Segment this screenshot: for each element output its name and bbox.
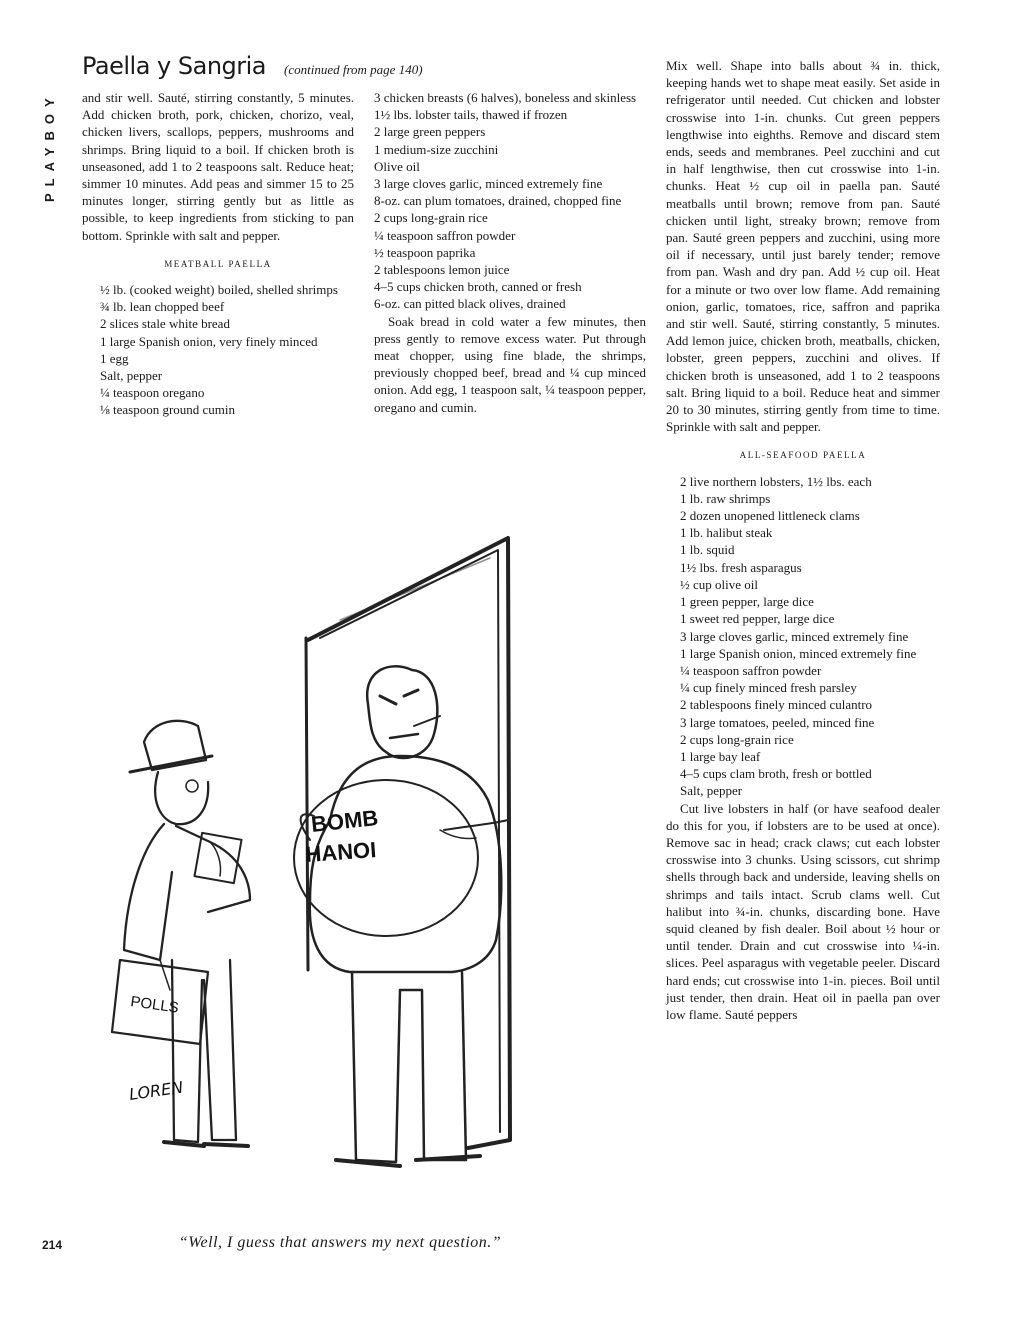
- belly-text-bomb: BOMB: [309, 805, 380, 837]
- ingredient-item: 2 tablespoons finely minced culantro: [680, 697, 873, 713]
- ingredient-item: ¼ teaspoon oregano: [100, 385, 205, 401]
- ingredient-item: 2 tablespoons lemon juice: [374, 262, 510, 278]
- meatball-paella-subhead: MEATBALL PAELLA: [164, 258, 272, 269]
- ingredient-item: ½ lb. (cooked weight) boiled, shelled shrimps: [100, 282, 338, 298]
- ingredient-item: ¼ teaspoon saffron powder: [680, 662, 822, 678]
- article-title: Paella y Sangria: [82, 52, 266, 80]
- ingredient-item: 2 slices stale white bread: [100, 316, 230, 332]
- ingredient-item: 3 large cloves garlic, minced extremely fine: [680, 628, 909, 644]
- ingredient-item: Salt, pepper: [680, 783, 743, 799]
- ingredient-item: 2 cups long-grain rice: [680, 731, 794, 747]
- cartoon-caption: “Well, I guess that answers my next question.”: [178, 1234, 502, 1251]
- ingredient-item: 1 lb. squid: [680, 542, 735, 558]
- seafood-directions: Cut live lobsters in half (or have seafood dealer do this for you, if lobsters are to be used at once). Remove sac in head; crack claws; cut each lobster crosswise into 3 chunks. Using scissors, cut shrimp shells through back and underside, leaving shells on shrimps and tails intact. Scrub clams well. Cut halibut into ¾-in. chunks, discarding bone. Have squid cleaned by fish dealer. Boil about ½ hour or until tender. Drain and cut crosswise into ¼-in. slices. Peel asparagus with vegetable peeler. Discard hard ends; cut crosswise into 1-in. pieces. Boil until just tender, then drain. Heat oil in paella pan over low flame. Sauté peppers: [666, 800, 940, 1022]
- column-3: [666, 57, 940, 1023]
- ingredient-item: 1 medium-size zucchini: [374, 141, 499, 157]
- ingredient-item: 4–5 cups chicken broth, canned or fresh: [374, 279, 582, 295]
- seafood-ingredients-list: [666, 473, 940, 800]
- all-seafood-paella-subhead: ALL-SEAFOOD PAELLA: [739, 450, 867, 461]
- column-1: [82, 89, 354, 419]
- ingredient-item: 1 large Spanish onion, very finely minced: [100, 333, 318, 349]
- column-1-intro: and stir well. Sauté, stirring constantly, 5 minutes. Add chicken broth, pork, chicken, chorizo, veal, chicken livers, scallops, peppers, mushrooms and shrimps. Bring liquid to a boil. If chicken broth is unseasoned, add 1 to 2 teaspoons salt. Reduce heat; simmer 10 minutes. Add peas and simmer 15 to 25 minutes longer, stirring gently but as little as possible, to keep ingredients from sticking to pan bottom. Sprinkle with salt and pepper.: [82, 90, 354, 243]
- ingredient-item: 4–5 cups clam broth, fresh or bottled: [680, 766, 872, 782]
- ingredient-item: ⅛ teaspoon ground cumin: [100, 402, 236, 418]
- masthead-vertical: [40, 40, 60, 210]
- meatball-ingredients-list-2: [374, 89, 646, 313]
- ingredient-item: 1 large Spanish onion, minced extremely fine: [680, 645, 917, 661]
- ingredient-item: ¾ lb. lean chopped beef: [100, 299, 225, 315]
- ingredient-item: 1 large bay leaf: [680, 748, 761, 764]
- cartoonist-signature: LOREN: [127, 1077, 185, 1104]
- ingredient-item: Salt, pepper: [100, 368, 163, 384]
- ingredient-item: 6-oz. can pitted black olives, drained: [374, 296, 566, 312]
- masthead-text: PLAYBOY: [42, 91, 57, 202]
- cartoon-illustration: [100, 520, 640, 1220]
- ingredient-item: 3 large tomatoes, peeled, minced fine: [680, 714, 875, 730]
- ingredient-item: Olive oil: [374, 158, 420, 174]
- page-number: 214: [42, 1238, 63, 1252]
- column-2: [374, 89, 646, 416]
- ingredient-item: 1 lb. raw shrimps: [680, 490, 771, 506]
- ingredient-item: 1 green pepper, large dice: [680, 594, 814, 610]
- ingredient-item: 2 cups long-grain rice: [374, 210, 488, 226]
- meatball-directions-start: Soak bread in cold water a few minutes, then press gently to remove excess water. Put through meat chopper, using fine blade, the shrimps, previously chopped beef, bread and ¼ cup minced onion. Add egg, 1 teaspoon salt, ¼ teaspoon pepper, oregano and cumin.: [374, 313, 646, 415]
- ingredient-item: ¼ teaspoon saffron powder: [374, 227, 516, 243]
- ingredient-item: 8-oz. can plum tomatoes, drained, chopped fine: [374, 193, 622, 209]
- article-header: [82, 52, 642, 88]
- meatball-ingredients-list-1: [82, 281, 354, 419]
- bag-text-polls: POLLS: [129, 993, 180, 1017]
- ingredient-item: 1½ lbs. fresh asparagus: [680, 559, 802, 575]
- ingredient-item: ½ cup olive oil: [680, 576, 758, 592]
- ingredient-item: 1½ lbs. lobster tails, thawed if frozen: [374, 107, 568, 123]
- ingredient-item: 3 large cloves garlic, minced extremely fine: [374, 176, 603, 192]
- ingredient-item: 1 egg: [100, 350, 129, 366]
- ingredient-item: 1 lb. halibut steak: [680, 525, 773, 541]
- ingredient-item: 2 dozen unopened littleneck clams: [680, 508, 860, 524]
- meatball-directions-continued: Mix well. Shape into balls about ¾ in. thick, keeping hands wet to shape meat easily. Set aside in refrigerator until needed. Cut chicken and lobster crosswise into 1-in. chunks. Cut green peppers lengthwise into eighths. Remove and discard stem ends, seeds and membranes. Peel zucchini and cut in half lengthwise, then cut crosswise into 1-in. chunks. Heat ½ cup oil in paella pan. Sauté meatballs until brown; remove from pan. Sauté chicken until light, streaky brown; remove from pan. Sauté green peppers and zucchini, using more oil if necessary, until just barely tender; remove from pan. Wash and dry pan. Add ½ cup oil. Heat for a minute or two over low flame. Add remaining onion, garlic, tomatoes, rice, saffron and paprika and stir well. Sauté, stirring constantly, 5 minutes. Add lemon juice, chicken broth, meatballs, chicken, lobster, green peppers, zucchini and olives. If chicken broth is unseasoned, add 1 to 2 teaspoons salt. Bring liquid to a boil. Reduce heat and simmer 20 to 30 minutes, stirring gently from time to time. Sprinkle with salt and pepper.: [666, 58, 940, 435]
- man-with-tattoo: [294, 666, 508, 1166]
- continued-note: (continued from page 140): [284, 62, 423, 77]
- ingredient-item: ½ teaspoon paprika: [374, 244, 476, 260]
- ingredient-item: 1 sweet red pepper, large dice: [680, 611, 835, 627]
- ingredient-item: 3 chicken breasts (6 halves), boneless and skinless: [374, 90, 637, 105]
- ingredient-item: 2 large green peppers: [374, 124, 486, 140]
- ingredient-item: 2 live northern lobsters, 1½ lbs. each: [680, 473, 872, 489]
- ingredient-item: ¼ cup finely minced fresh parsley: [680, 680, 857, 696]
- belly-text-hanoi: HANOI: [304, 837, 378, 867]
